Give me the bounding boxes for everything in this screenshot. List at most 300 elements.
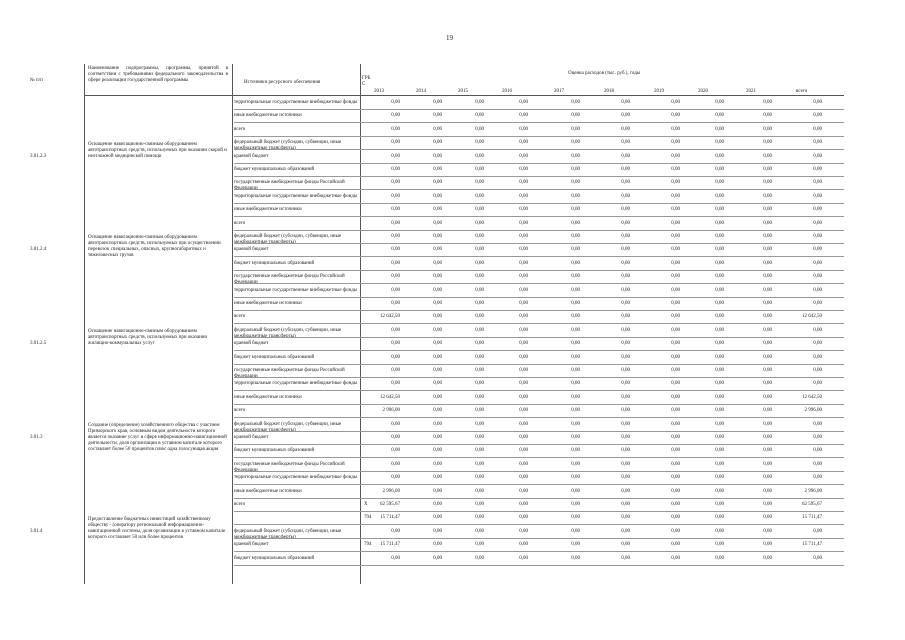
row-value: 0,00 [571,167,580,172]
row-value: 0,00 [671,260,680,266]
row-value: 0,00 [433,381,442,387]
row-value: 0,00 [763,421,772,427]
row-value: 0,00 [621,140,630,146]
row-value: 0,00 [433,260,442,266]
row-value: 0,00 [475,408,484,414]
row-value: 0,00 [475,274,484,280]
row-value: 0,00 [519,368,528,373]
row-value: 0,00 [475,515,484,521]
row-value: 0,00 [813,528,822,534]
row-divider [234,457,844,458]
row-divider [234,243,844,244]
row-value: 0,00 [433,153,442,159]
row-value: 0,00 [571,448,580,454]
row-value: 0,00 [763,153,772,159]
row-value: 0,00 [571,113,580,119]
row-value: 15 711,47 [802,515,822,521]
row-value: 0,00 [519,153,528,159]
row-value: 0,00 [571,515,580,521]
row-value: 0,00 [475,341,484,347]
row-value: 0,00 [763,126,772,132]
row-divider [234,149,844,150]
row-value: 0,00 [519,100,528,105]
row-value: 0,00 [519,475,528,481]
row-value: 0,00 [571,287,580,293]
row-value: 0,00 [433,274,442,280]
row-value: 0,00 [671,140,680,146]
row-value: 0,00 [519,448,528,454]
row-value: 0,00 [763,260,772,266]
row-value: 0,00 [671,354,680,360]
row-value: 0,00 [671,247,680,253]
row-divider [234,122,844,123]
row-value: 0,00 [433,542,442,548]
row-value: 0,00 [813,287,822,293]
row-value: 0,00 [715,100,724,105]
header-year: 2018 [604,89,614,94]
row-divider [234,109,844,110]
row-value: 0,00 [571,341,580,347]
row-divider [234,471,844,472]
row-value: 0,00 [475,287,484,293]
row-value: 0,00 [571,394,580,400]
row-divider [234,538,844,539]
row-value: 0,00 [571,260,580,266]
row-source: федеральный бюджет (субсидии, субвенции, иные [234,421,342,427]
row-source: территориальные государственные внебюджетные фонды [234,381,358,387]
row-value: 0,00 [433,515,442,521]
header-year: всего [796,89,808,94]
row-source: иные внебюджетные источники [234,207,302,213]
row-source: краевой бюджет [234,435,269,440]
row-value: 0,00 [715,247,724,253]
row-value: 0,00 [813,421,822,427]
row-divider [234,176,844,177]
row-value: 0,00 [391,260,400,266]
row-value: 0,00 [519,260,528,266]
row-value: 0,00 [391,368,400,373]
row-value: 0,00 [475,421,484,427]
row-value: 0,00 [391,448,400,454]
row-value: 0,00 [813,448,822,454]
row-value: 0,00 [621,100,630,105]
row-value: 0,00 [391,461,400,467]
header-year: 2016 [502,89,512,94]
row-divider [234,390,844,391]
row-divider [234,256,844,257]
row-value: 0,00 [621,260,630,266]
row-value: 0,00 [391,274,400,280]
row-grbs: 794 [364,515,372,521]
row-source: бюджет муниципальных образований [234,260,315,266]
row-value: 0,00 [621,341,630,347]
row-value: 0,00 [671,301,680,306]
row-value: 0,00 [621,555,630,561]
row-value: 0,00 [671,100,680,105]
row-source: всего [234,502,246,507]
row-value: 0,00 [433,327,442,333]
row-value: 2 996,00 [804,488,822,494]
row-value: 0,00 [475,314,484,320]
divider-line [84,64,85,584]
row-value: 0,00 [813,126,822,132]
row-value: 0,00 [519,247,528,253]
row-value: 2 996,00 [382,488,400,494]
row-value: 2 996,00 [804,408,822,414]
row-value: 0,00 [671,435,680,440]
row-value: 0,00 [763,301,772,306]
row-value: 0,00 [621,220,630,226]
row-value: 0,00 [621,274,630,280]
row-source: государственные внебюджетные фонды Российской [234,274,345,280]
row-divider [234,498,844,499]
header-col-source: Источники ресурсного обеспечения [244,80,321,85]
row-value: 0,00 [671,381,680,387]
row-value: 0,00 [519,113,528,119]
row-value: 0,00 [715,341,724,347]
row-source: государственные внебюджетные фонды Российской [234,368,345,373]
row-value: 0,00 [391,341,400,347]
row-source: всего [234,408,246,414]
row-value: 0,00 [715,274,724,280]
row-value: 0,00 [571,408,580,414]
row-value: 0,00 [671,220,680,226]
row-value: 0,00 [763,542,772,548]
row-value: 0,00 [475,555,484,561]
row-value: 0,00 [571,421,580,427]
row-value: 0,00 [813,113,822,119]
row-value: 0,00 [621,207,630,213]
row-value: 0,00 [715,327,724,333]
row-value: 0,00 [715,207,724,213]
row-divider [234,163,844,164]
row-number: 3.01.2.5 [30,341,47,347]
row-value: 0,00 [571,207,580,213]
row-value: 0,00 [391,381,400,387]
row-value: 0,00 [433,301,442,306]
row-value: 0,00 [571,488,580,494]
row-value: 0,00 [671,408,680,414]
row-value: 0,00 [813,341,822,347]
row-value: 0,00 [433,193,442,199]
row-value: 0,00 [715,555,724,561]
row-value: 62 595,67 [802,502,822,507]
row-value: 0,00 [763,555,772,561]
row-value: 0,00 [571,555,580,561]
row-value: 12 642,50 [802,314,822,320]
row-name: Оснащение навигационно-связным оборудованием автотранспортных средств, используемых при осуществлении перевозок специальных, опасных, крупногабаритных и тяжеловесных грузов [88,235,221,259]
row-value: 0,00 [671,528,680,534]
row-value: 0,00 [391,153,400,159]
row-value: 0,00 [519,542,528,548]
row-value: 0,00 [433,368,442,373]
row-value: 0,00 [571,153,580,159]
row-value: 0,00 [571,100,580,105]
row-source: краевой бюджет [234,542,269,548]
row-value: 0,00 [519,126,528,132]
row-value: 0,00 [715,193,724,199]
row-value: 0,00 [475,234,484,239]
row-value: 0,00 [433,113,442,119]
row-value: 0,00 [519,381,528,387]
row-value: 0,00 [813,368,822,373]
row-value: 0,00 [671,394,680,400]
row-value: 0,00 [433,220,442,226]
row-value: 0,00 [571,247,580,253]
row-value: 0,00 [519,327,528,333]
row-value: 0,00 [475,207,484,213]
row-value: 0,00 [715,528,724,534]
row-value: 0,00 [519,435,528,440]
row-value: 0,00 [519,394,528,400]
row-divider [234,444,844,445]
row-value: 0,00 [391,287,400,293]
row-value: 0,00 [519,341,528,347]
header-year: 2013 [374,89,384,94]
row-value: 0,00 [813,234,822,239]
row-value: 0,00 [671,341,680,347]
row-value: 0,00 [621,113,630,119]
row-source: иные внебюджетные источники [234,113,302,119]
row-value: 0,00 [519,408,528,414]
row-value: 0,00 [519,140,528,146]
row-source: краевой бюджет [234,341,269,347]
row-divider [234,377,844,378]
header-year: 2015 [458,89,468,94]
row-value: 0,00 [571,220,580,226]
row-source: федеральный бюджет (субсидии, субвенции, иные [234,234,342,239]
row-value: 0,00 [813,327,822,333]
row-value: 0,00 [571,368,580,373]
row-value: 0,00 [813,207,822,213]
row-value: 0,00 [475,167,484,172]
row-value: 0,00 [571,502,580,507]
row-value: 0,00 [813,140,822,146]
row-value: 0,00 [571,180,580,186]
row-divider [234,337,844,338]
row-value: 0,00 [433,167,442,172]
row-value: 0,00 [475,301,484,306]
row-value: 0,00 [763,207,772,213]
row-value: 0,00 [813,180,822,186]
row-value: 0,00 [813,153,822,159]
row-divider [234,350,844,351]
row-value: 0,00 [715,435,724,440]
row-value: 0,00 [475,140,484,146]
row-value: 0,00 [621,153,630,159]
row-value: 0,00 [763,180,772,186]
row-value: 0,00 [671,207,680,213]
row-value: 0,00 [391,555,400,561]
row-value: 0,00 [813,100,822,105]
row-value: 0,00 [813,475,822,481]
row-value: 0,00 [715,475,724,481]
row-value: 0,00 [813,381,822,387]
row-value: 0,00 [715,167,724,172]
row-value: 0,00 [519,234,528,239]
row-source: всего [234,220,246,226]
row-value: 0,00 [519,354,528,360]
row-divider [234,230,844,231]
row-value: 0,00 [391,528,400,534]
header-col-name: Наименование подпрограммы, программы, принятой в соответствии с требованиями федерального законодательства в сфере реализации государственной программы [88,66,228,83]
row-source: территориальные государственные внебюджетные фонды [234,193,358,199]
row-value: 0,00 [391,247,400,253]
row-source: бюджет муниципальных образований [234,354,315,360]
row-value: 0,00 [813,260,822,266]
row-value: 0,00 [433,207,442,213]
row-value: 0,00 [621,435,630,440]
row-value: 12 642,50 [802,394,822,400]
row-divider [234,189,844,190]
row-value: 0,00 [433,247,442,253]
row-name: Оснащение навигационно-связным оборудованием автотранспортных средств, используемых при оказании жилищно-коммунальных услуг [88,329,208,347]
row-value: 0,00 [813,435,822,440]
row-source: краевой бюджет [234,247,269,253]
row-value: 0,00 [621,167,630,172]
row-value: 0,00 [715,502,724,507]
row-value: 0,00 [715,448,724,454]
row-value: 0,00 [763,100,772,105]
row-value: 0,00 [715,234,724,239]
row-value: 0,00 [671,193,680,199]
row-value: 0,00 [763,234,772,239]
row-value: 0,00 [391,180,400,186]
row-value: 0,00 [475,488,484,494]
row-value: 15 711,47 [380,515,400,521]
row-value: 0,00 [519,488,528,494]
row-value: 0,00 [763,247,772,253]
row-value: 0,00 [571,126,580,132]
row-source: федеральный бюджет (субсидии, субвенции, иные [234,327,342,333]
row-value: 0,00 [671,153,680,159]
row-grbs: X [364,502,368,507]
row-value: 0,00 [433,555,442,561]
row-value: 0,00 [571,381,580,387]
row-value: 0,00 [671,555,680,561]
row-value: 0,00 [671,542,680,548]
row-value: 0,00 [763,220,772,226]
row-value: 0,00 [391,207,400,213]
row-divider [234,364,844,365]
row-value: 0,00 [671,488,680,494]
row-divider [234,551,844,552]
row-value: 0,00 [433,475,442,481]
row-value: 0,00 [391,475,400,481]
row-value: 0,00 [763,274,772,280]
row-value: 0,00 [433,488,442,494]
row-divider [234,417,844,418]
row-value: 0,00 [475,542,484,548]
row-value: 2 996,00 [382,408,400,414]
row-value: 0,00 [715,287,724,293]
row-value: 0,00 [621,394,630,400]
page-number: 19 [446,34,453,42]
row-value: 0,00 [763,515,772,521]
row-number: 3.01.3 [30,435,43,440]
row-value: 0,00 [763,327,772,333]
row-value: 0,00 [763,113,772,119]
row-value: 0,00 [763,287,772,293]
row-value: 0,00 [715,515,724,521]
row-value: 0,00 [763,502,772,507]
row-value: 0,00 [715,421,724,427]
row-value: 0,00 [813,555,822,561]
row-value: 0,00 [813,461,822,467]
row-value: 12 642,50 [380,314,400,320]
row-value: 0,00 [763,354,772,360]
row-value: 0,00 [715,542,724,548]
row-value: 0,00 [433,408,442,414]
row-divider [234,310,844,311]
row-value: 0,00 [433,448,442,454]
row-value: 0,00 [671,274,680,280]
row-value: 0,00 [715,126,724,132]
row-divider [234,136,844,137]
row-value: 0,00 [671,287,680,293]
row-value: 0,00 [433,314,442,320]
row-value: 0,00 [571,193,580,199]
row-value: 0,00 [763,193,772,199]
row-value: 0,00 [763,394,772,400]
row-value: 0,00 [391,126,400,132]
row-value: 0,00 [519,502,528,507]
row-value: 0,00 [433,234,442,239]
divider-line [84,95,844,96]
row-value: 0,00 [671,515,680,521]
row-value: 0,00 [715,354,724,360]
row-value: 0,00 [475,528,484,534]
row-value: 0,00 [621,421,630,427]
row-value: 0,00 [391,167,400,172]
row-value: 0,00 [621,327,630,333]
row-value: 0,00 [433,287,442,293]
row-value: 0,00 [621,287,630,293]
row-value: 0,00 [571,542,580,548]
row-value: 0,00 [715,408,724,414]
row-value: 0,00 [519,461,528,467]
row-value: 0,00 [475,502,484,507]
row-value: 0,00 [433,528,442,534]
row-source: федеральный бюджет (субсидии, субвенции, иные [234,528,342,534]
row-value: 0,00 [715,314,724,320]
row-name: Оснащение навигационно-связным оборудованием автотранспортных средств, используемых при оказании скорой и неотложной медицинской помощи [88,141,227,159]
row-value: 62 595,67 [380,502,400,507]
row-value: 0,00 [621,126,630,132]
header-year: 2020 [698,89,708,94]
row-number: 3.01.2.4 [30,247,47,253]
row-value: 0,00 [475,180,484,186]
row-value: 0,00 [621,314,630,320]
header-col-grbs: ГРБ С [362,76,371,87]
row-value: 0,00 [571,234,580,239]
row-value: 0,00 [671,126,680,132]
row-value: 0,00 [475,193,484,199]
row-source: государственные внебюджетные фонды Российской [234,180,345,186]
row-value: 0,00 [391,193,400,199]
row-value: 0,00 [763,408,772,414]
row-value: 0,00 [763,140,772,146]
row-value: 0,00 [519,207,528,213]
row-value: 0,00 [475,247,484,253]
row-value: 0,00 [813,274,822,280]
row-value: 0,00 [571,435,580,440]
row-value: 0,00 [671,327,680,333]
row-value: 0,00 [813,220,822,226]
row-value: 0,00 [571,475,580,481]
row-value: 12 642,50 [380,394,400,400]
row-value: 0,00 [433,100,442,105]
